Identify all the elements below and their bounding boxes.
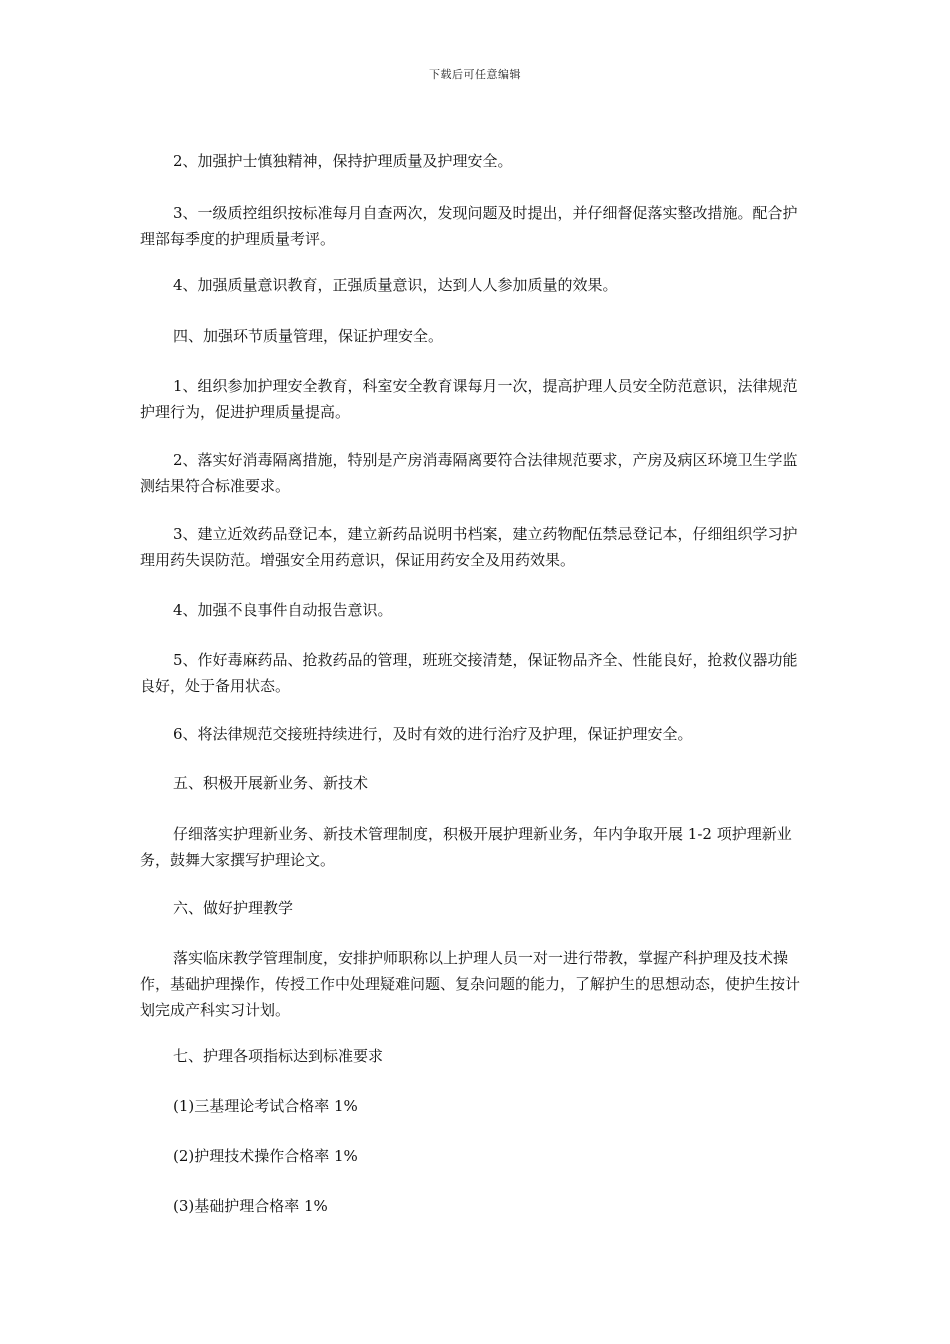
section-heading: 六、做好护理教学 (173, 899, 294, 917)
section-heading: 五、积极开展新业务、新技术 (173, 774, 369, 792)
paragraph: 4、加强不良事件自动报告意识。 (173, 601, 393, 619)
paragraph: 2、加强护士慎独精神，保持护理质量及护理安全。 (173, 152, 513, 170)
page-header-note: 下载后可任意编辑 (429, 68, 521, 81)
list-item: (2)护理技术操作合格率 1% (173, 1147, 358, 1165)
list-item: (3)基础护理合格率 1% (173, 1197, 328, 1215)
paragraph: 2、落实好消毒隔离措施，特别是产房消毒隔离要符合法律规范要求，产房及病区环境卫生学监测结果符合标准要求。 (140, 451, 798, 495)
section-heading: 七、护理各项指标达到标准要求 (173, 1047, 384, 1065)
paragraph: 1、组织参加护理安全教育，科室安全教育课每月一次，提高护理人员安全防范意识，法律规范护理行为，促进护理质量提高。 (140, 377, 798, 421)
list-item: (1)三基理论考试合格率 1% (173, 1097, 358, 1115)
paragraph: 落实临床教学管理制度，安排护师职称以上护理人员一对一进行带教，掌握产科护理及技术操作，基础护理操作，传授工作中处理疑难问题、复杂问题的能力，了解护生的思想动态，使护生按计划完成产科实习计划。 (140, 949, 801, 1019)
section-heading: 四、加强环节质量管理，保证护理安全。 (173, 327, 444, 345)
paragraph: 仔细落实护理新业务、新技术管理制度，积极开展护理新业务，年内争取开展 1-2 项护理新业务，鼓舞大家撰写护理论文。 (140, 825, 792, 869)
paragraph: 3、一级质控组织按标准每月自查两次，发现问题及时提出，并仔细督促落实整改措施。配合护理部每季度的护理质量考评。 (140, 204, 798, 248)
paragraph: 5、作好毒麻药品、抢救药品的管理，班班交接清楚，保证物品齐全、性能良好，抢救仪器功能良好，处于备用状态。 (140, 651, 798, 695)
paragraph: 4、加强质量意识教育，正强质量意识，达到人人参加质量的效果。 (173, 276, 618, 294)
paragraph: 3、建立近效药品登记本，建立新药品说明书档案，建立药物配伍禁忌登记本，仔细组织学习护理用药失误防范。增强安全用药意识，保证用药安全及用药效果。 (140, 525, 798, 569)
paragraph: 6、将法律规范交接班持续进行，及时有效的进行治疗及护理，保证护理安全。 (173, 725, 693, 743)
